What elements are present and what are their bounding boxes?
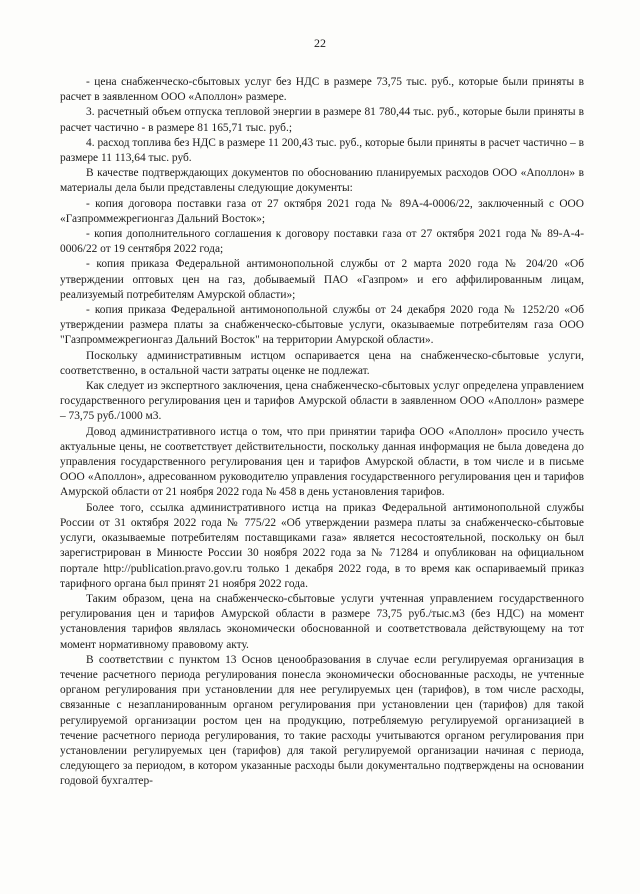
paragraph-3: 4. расход топлива без НДС в размере 11 200,43 тыс. руб., которые были приняты в расчет частично – в размере 11 113,64 тыс. руб. bbox=[60, 136, 584, 165]
paragraph-12: Более того, ссылка административного истца на приказ Федеральной антимонопольной службы России от 31 октября 2022 года № 775/22 «Об утверждении размера платы за снабженческо-сбытовые услуги, оказываемые потребителям поставщиками газа» является несостоятельной, поскольку он был зарегистрирован в Минюсте России 30 ноября 2022 года за № 71284 и опубликован на официальном портале http://publication.pravo.gov.ru только 1 декабря 2022 года, в то время как оспариваемый приказ тарифного органа был принят 21 ноября 2022 года. bbox=[60, 501, 584, 590]
paragraph-14: В соответствии с пунктом 13 Основ ценообразования в случае если регулируемая организация в течение расчетного периода регулирования понесла экономически обоснованные расходы, не учтенные органом регулирования при установлении для нее регулируемых цен (тарифов), в том числе расходы, связанные с незапланированным органом регулирования при установлении цен (тарифов) для такой регулируемой организации ростом цен на продукцию, потребляемую регулируемой организацией в течение расчетного периода регулирования, то такие расходы учитываются органом регулирования при установлении регулируемых цен (тарифов) для такой регулируемой организации начиная с периода, следующего за периодом, в котором указанные расходы были документально подтверждены на основании годовой бухгалтер- bbox=[60, 653, 584, 788]
paragraph-8: - копия приказа Федеральной антимонопольной службы от 24 декабря 2020 года № 1252/20 «Об утверждении размера платы за снабженческо-сбытовые услуги, оказываемые потребителям газа ООО "Газпроммежрегионгаз Дальний Восток" на территории Амурской области». bbox=[60, 304, 584, 347]
paragraph-11: Довод административного истца о том, что при принятии тарифа ООО «Аполлон» просило учесть актуальные цены, не соответствует действительности, поскольку данная информация не была доведена до управления государственного регулирования цен и тарифов Амурской области, в том числе и в письме ООО «Аполлон», адресованном руководителю управления государственного регулирования цен и тарифов Амурской области от 21 ноября 2022 года № 458 в день установления тарифов. bbox=[60, 425, 584, 499]
document-body bbox=[60, 75, 584, 790]
paragraph-13: Таким образом, цена на снабженческо-сбытовые услуги учтенная управлением государственного регулирования цен и тарифов Амурской области в размере 73,75 руб./тыс.м3 (без НДС) на момент установления тарифов являлась экономически обоснованной и соответствовала действующему на тот момент нормативному правовому акту. bbox=[60, 592, 584, 651]
paragraph-2: 3. расчетный объем отпуска тепловой энергии в размере 81 780,44 тыс. руб., которые были приняты в расчет частично - в размере 81 165,71 тыс. руб.; bbox=[60, 106, 584, 134]
paragraph-4: В качестве подтверждающих документов по обоснованию планируемых расходов ООО «Аполлон» в материалы дела были представлены следующие документы: bbox=[60, 167, 584, 195]
paragraph-6: - копия дополнительного соглашения к договору поставки газа от 27 октября 2021 года № 89-А-4-0006/22 от 19 сентября 2022 года; bbox=[60, 228, 584, 256]
paragraph-1: - цена снабженческо-сбытовых услуг без НДС в размере 73,75 тыс. руб., которые были приняты в расчет в заявленном ООО «Аполлон» размере. bbox=[60, 76, 584, 104]
paragraph-10: Как следует из экспертного заключения, цена снабженческо-сбытовых услуг определена управлением государственного регулирования цен и тарифов Амурской области в заявленном ООО «Аполлон» размере – 73,75 руб./1000 м3. bbox=[60, 380, 584, 423]
paragraph-7: - копия приказа Федеральной антимонопольной службы от 2 марта 2020 года № 204/20 «Об утверждении оптовых цен на газ, добываемый ПАО «Газпром» и его аффилированным лицам, реализуемый потребителям Амурской области»; bbox=[60, 258, 584, 301]
page-number: 22 bbox=[314, 36, 326, 50]
paragraph-5: - копия договора поставки газа от 27 октября 2021 года № 89А-4-0006/22, заключенный с ООО «Газпроммежрегионгаз Дальний Восток»; bbox=[60, 197, 584, 225]
paragraph-9: Поскольку административным истцом оспаривается цена на снабженческо-сбытовые услуги, соответственно, в остальной части затраты оценке не подлежат. bbox=[60, 349, 584, 377]
